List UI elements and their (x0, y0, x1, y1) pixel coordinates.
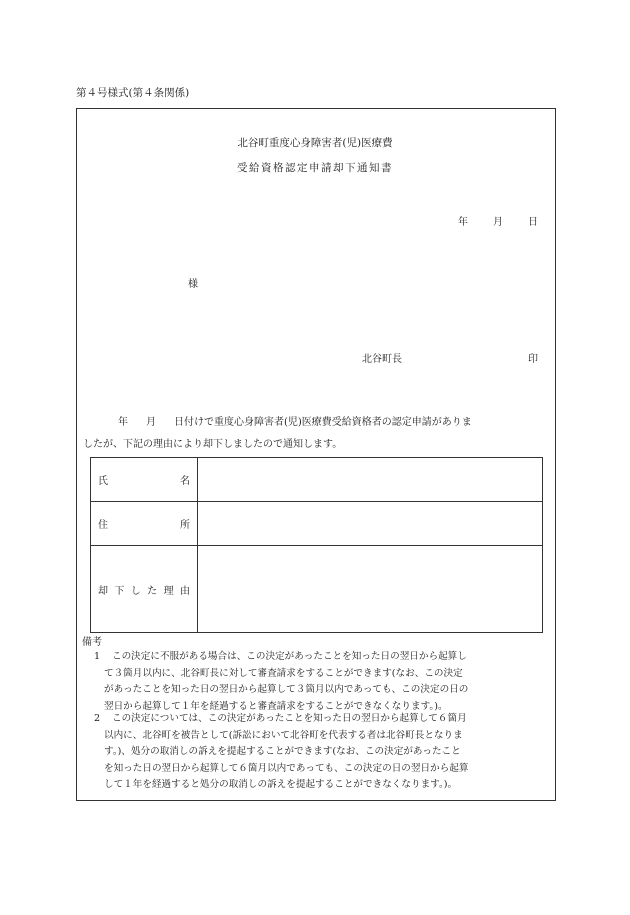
remark-number: 2 (94, 713, 101, 724)
name-label: 氏 名 (91, 458, 198, 502)
name-value[interactable] (198, 458, 543, 502)
info-table (90, 457, 543, 633)
remark-item-2 (94, 711, 550, 794)
address-value[interactable] (198, 502, 543, 546)
body-line1-text: 日付けで重度心身障害者(児)医療費受給資格者の認定申請がありま (174, 417, 472, 428)
date-year: 年 (458, 217, 468, 228)
addressee-suffix: 様 (188, 279, 198, 290)
remark-text: この決定に不服がある場合は、この決定があったことを知った日の翌日から起算し て３箇月以内に、北谷町長に対して審査請求をすることができます(なお、この決定 があったことを知った日の翌日から起算して３箇月以内であっても、この決定の日の 翌日から起算して１年を経過すると審査請求をすることができなくなります。)。 (104, 651, 469, 712)
address-label: 住 所 (91, 502, 198, 546)
body-year: 年 (118, 417, 128, 428)
issue-date (458, 213, 538, 228)
table-row-name (91, 458, 543, 502)
document-title-line2: 受給資格認定申請却下通知書 (237, 162, 393, 174)
notice-body (83, 412, 553, 456)
form-number-label: 第４号様式(第４条関係) (76, 87, 190, 99)
notice-body-line1 (83, 412, 553, 434)
rejection-reason-value[interactable] (198, 546, 543, 633)
remarks-heading: 備考 (82, 637, 102, 648)
notice-body-line2: したが、下記の理由により却下しましたので通知します。 (83, 439, 343, 450)
seal-mark: 印 (528, 354, 538, 365)
date-month: 月 (493, 217, 503, 228)
date-day: 日 (528, 217, 538, 228)
remark-item-1 (94, 649, 550, 715)
table-row-address (91, 502, 543, 546)
table-row-reason (91, 546, 543, 633)
body-month: 月 (146, 417, 156, 428)
rejection-reason-label: 却 下 し た 理 由 (91, 546, 198, 633)
remark-text: この決定については、この決定があったことを知った日の翌日から起算して６箇月 以内に、北谷町を被告として(訴訟において北谷町を代表する者は北谷町長となりま す。)、処分の取消しの訴えを提起することができます(なお、この決定があったこと を知った日の翌日から起算して６箇月以内であっても、この決定の日の翌日から起算 して１年を経過すると処分の取消しの訴えを提起することができなくなります。)。 (104, 713, 469, 790)
remark-number: 1 (94, 651, 101, 662)
sender-name: 北谷町長 (362, 354, 402, 365)
document-title-line1: 北谷町重度心身障害者(児)医療費 (237, 137, 393, 149)
